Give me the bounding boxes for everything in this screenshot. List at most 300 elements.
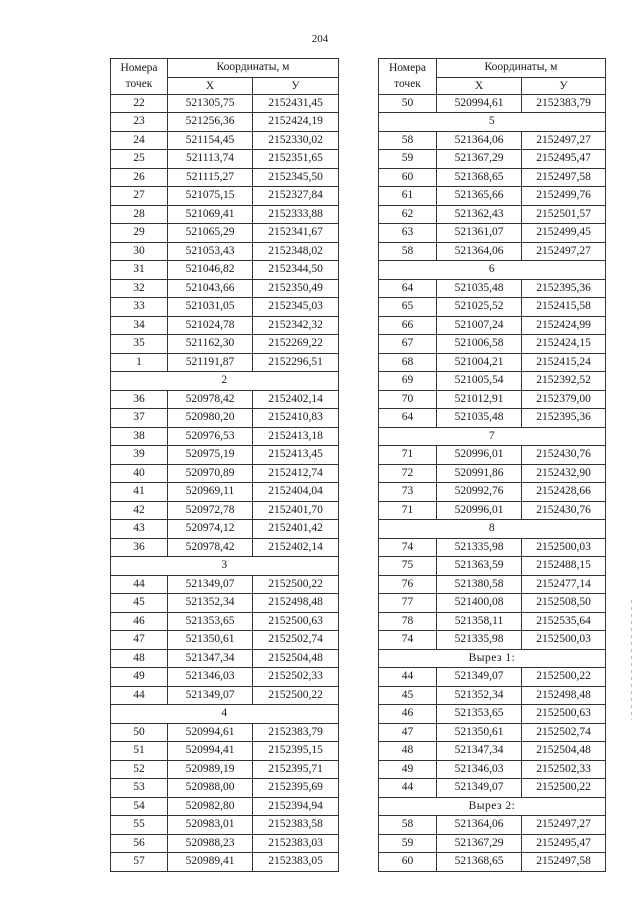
table-row [111,575,339,594]
table-row [111,187,339,206]
y-coordinate-cell: 2152488,15 [522,557,606,576]
y-coordinate-cell: 2152345,50 [253,168,339,187]
table-row [111,261,339,280]
x-coordinate-cell: 520969,11 [168,483,253,502]
x-coordinate-cell: 521046,82 [168,261,253,280]
y-coordinate-cell: 2152499,76 [522,187,606,206]
point-number-cell: 58 [379,816,437,835]
table-row [111,113,339,132]
section-row [379,113,606,132]
y-coordinate-cell: 2152402,14 [253,538,339,557]
y-coordinate-cell: 2152350,49 [253,279,339,298]
table-row [111,834,339,853]
points-header [379,59,437,95]
y-coordinate-cell: 2152395,36 [522,409,606,428]
point-number-cell: 56 [111,834,168,853]
page-number: 204 [311,33,329,45]
table-row [379,150,606,169]
table-row [379,668,606,687]
point-number-cell: 33 [111,298,168,317]
point-number-cell: 22 [111,94,168,113]
point-number-cell: 54 [111,797,168,816]
section-row [379,427,606,446]
table-row [379,409,606,428]
point-number-cell: 61 [379,187,437,206]
table-row [111,427,339,446]
y-coordinate-cell: 2152401,42 [253,520,339,539]
coords-header: Координаты, м [437,59,606,78]
table-row [111,649,339,668]
x-coordinate-cell: 521362,43 [437,205,522,224]
table-row [111,668,339,687]
y-coordinate-cell: 2152402,14 [253,390,339,409]
point-number-cell: 42 [111,501,168,520]
table-row [379,224,606,243]
y-coordinate-cell: 2152415,24 [522,353,606,372]
point-number-cell: 26 [111,168,168,187]
table-row [379,742,606,761]
point-number-cell: 35 [111,335,168,354]
point-number-cell: 64 [379,279,437,298]
point-number-cell: 50 [379,94,437,113]
table-row [111,686,339,705]
x-coordinate-cell: 521024,78 [168,316,253,335]
point-number-cell: 44 [111,575,168,594]
y-coordinate-cell: 2152497,27 [522,816,606,835]
section-row [379,520,606,539]
table-row [111,446,339,465]
x-header: X [168,77,253,94]
x-coordinate-cell: 521346,03 [437,760,522,779]
x-coordinate-cell: 521115,27 [168,168,253,187]
point-number-cell: 64 [379,409,437,428]
y-coordinate-cell: 2152424,19 [253,113,339,132]
x-coordinate-cell: 520994,41 [168,742,253,761]
point-number-cell: 78 [379,612,437,631]
y-coordinate-cell: 2152495,47 [522,150,606,169]
x-coordinate-cell: 521367,29 [437,834,522,853]
point-number-cell: 59 [379,150,437,169]
table-row [111,353,339,372]
y-coordinate-cell: 2152500,03 [522,631,606,650]
x-coordinate-cell: 521358,11 [437,612,522,631]
y-coordinate-cell: 2152341,67 [253,224,339,243]
table-row [111,631,339,650]
y-coordinate-cell: 2152412,74 [253,464,339,483]
point-number-cell: 71 [379,501,437,520]
y-coordinate-cell: 2152497,58 [522,853,606,872]
y-coordinate-cell: 2152395,15 [253,742,339,761]
x-coordinate-cell: 521335,98 [437,538,522,557]
table-row [111,242,339,261]
y-coordinate-cell: 2152504,48 [253,649,339,668]
table-row [379,464,606,483]
coordinates-table-left [110,58,339,872]
table-row [111,94,339,113]
x-coordinate-cell: 521363,59 [437,557,522,576]
x-coordinate-cell: 521031,05 [168,298,253,317]
x-coordinate-cell: 521380,58 [437,575,522,594]
section-label: 5 [379,113,606,132]
x-coordinate-cell: 521305,75 [168,94,253,113]
section-row [111,372,339,391]
y-coordinate-cell: 2152498,48 [522,686,606,705]
table-row [379,316,606,335]
x-coordinate-cell: 521007,24 [437,316,522,335]
x-coordinate-cell: 521346,03 [168,668,253,687]
point-number-cell: 74 [379,631,437,650]
table-row [379,723,606,742]
point-number-cell: 55 [111,816,168,835]
table-row [111,131,339,150]
y-coordinate-cell: 2152424,15 [522,335,606,354]
table-row [379,298,606,317]
table-row [111,168,339,187]
table-row [111,742,339,761]
y-coordinate-cell: 2152508,50 [522,594,606,613]
point-number-cell: 51 [111,742,168,761]
point-number-cell: 59 [379,834,437,853]
table-row [111,612,339,631]
y-coordinate-cell: 2152424,99 [522,316,606,335]
point-number-cell: 46 [111,612,168,631]
point-number-cell: 29 [111,224,168,243]
x-coordinate-cell: 521053,43 [168,242,253,261]
x-coordinate-cell: 521006,58 [437,335,522,354]
point-number-cell: 72 [379,464,437,483]
y-coordinate-cell: 2152500,22 [522,779,606,798]
x-coordinate-cell: 520980,20 [168,409,253,428]
x-coordinate-cell: 521368,65 [437,168,522,187]
table-row [111,723,339,742]
section-label: 6 [379,261,606,280]
y-coordinate-cell: 2152342,32 [253,316,339,335]
x-coordinate-cell: 521364,06 [437,242,522,261]
y-coordinate-cell: 2152348,02 [253,242,339,261]
x-coordinate-cell: 521025,52 [437,298,522,317]
x-coordinate-cell: 521004,21 [437,353,522,372]
table-row [379,390,606,409]
y-coordinate-cell: 2152495,47 [522,834,606,853]
x-coordinate-cell: 521154,45 [168,131,253,150]
section-row [379,649,606,668]
table-row [379,631,606,650]
y-coordinate-cell: 2152296,51 [253,353,339,372]
point-number-cell: 48 [379,742,437,761]
x-coordinate-cell: 521367,29 [437,150,522,169]
x-coordinate-cell: 521364,06 [437,816,522,835]
y-coordinate-cell: 2152383,79 [253,723,339,742]
table-row [111,409,339,428]
point-number-cell: 34 [111,316,168,335]
x-coordinate-cell: 521075,15 [168,187,253,206]
y-coordinate-cell: 2152392,52 [522,372,606,391]
section-row [111,705,339,724]
x-coordinate-cell: 521365,66 [437,187,522,206]
y-coordinate-cell: 2152500,22 [253,575,339,594]
point-number-cell: 60 [379,853,437,872]
table-row [379,335,606,354]
points-header [111,59,168,95]
x-coordinate-cell: 520974,12 [168,520,253,539]
point-number-cell: 38 [111,427,168,446]
table-row [379,131,606,150]
point-number-cell: 69 [379,372,437,391]
y-coordinate-cell: 2152502,74 [253,631,339,650]
point-number-cell: 75 [379,557,437,576]
table-row [379,612,606,631]
points-header-line2: точек [394,78,421,91]
x-coordinate-cell: 521191,87 [168,353,253,372]
x-coordinate-cell: 521353,65 [168,612,253,631]
table-row [379,705,606,724]
table-row [379,816,606,835]
table-row [111,150,339,169]
scan-margin-mark [631,600,632,720]
point-number-cell: 32 [111,279,168,298]
y-coordinate-cell: 2152395,69 [253,779,339,798]
y-coordinate-cell: 2152499,45 [522,224,606,243]
section-label: Вырез 2: [379,797,606,816]
y-coordinate-cell: 2152327,84 [253,187,339,206]
point-number-cell: 24 [111,131,168,150]
table-row [379,187,606,206]
point-number-cell: 63 [379,224,437,243]
y-coordinate-cell: 2152431,45 [253,94,339,113]
point-number-cell: 65 [379,298,437,317]
x-coordinate-cell: 521347,34 [437,742,522,761]
x-header: X [437,77,522,94]
x-coordinate-cell: 521035,48 [437,279,522,298]
y-coordinate-cell: 2152345,03 [253,298,339,317]
x-coordinate-cell: 520976,53 [168,427,253,446]
y-coordinate-cell: 2152502,74 [522,723,606,742]
point-number-cell: 25 [111,150,168,169]
table-row [379,205,606,224]
table-row [111,335,339,354]
y-coordinate-cell: 2152500,63 [253,612,339,631]
y-coordinate-cell: 2152415,58 [522,298,606,317]
x-coordinate-cell: 520978,42 [168,538,253,557]
y-coordinate-cell: 2152497,58 [522,168,606,187]
y-coordinate-cell: 2152383,58 [253,816,339,835]
table-row [111,520,339,539]
y-coordinate-cell: 2152330,02 [253,131,339,150]
point-number-cell: 27 [111,187,168,206]
x-coordinate-cell: 520992,76 [437,483,522,502]
section-label: 2 [111,372,339,391]
x-coordinate-cell: 520983,01 [168,816,253,835]
point-number-cell: 47 [379,723,437,742]
point-number-cell: 62 [379,205,437,224]
y-coordinate-cell: 2152500,22 [522,668,606,687]
x-coordinate-cell: 521350,61 [168,631,253,650]
table-row [379,372,606,391]
y-coordinate-cell: 2152395,36 [522,279,606,298]
x-coordinate-cell: 521352,34 [437,686,522,705]
y-coordinate-cell: 2152404,04 [253,483,339,502]
point-number-cell: 67 [379,335,437,354]
table-row [379,779,606,798]
y-coordinate-cell: 2152477,14 [522,575,606,594]
section-label: 7 [379,427,606,446]
table-row [111,483,339,502]
coordinates-table-right [378,58,606,872]
x-coordinate-cell: 521012,91 [437,390,522,409]
point-number-cell: 76 [379,575,437,594]
table-row [379,575,606,594]
table-row [111,205,339,224]
y-coordinate-cell: 2152500,22 [253,686,339,705]
y-coordinate-cell: 2152395,71 [253,760,339,779]
y-coordinate-cell: 2152401,70 [253,501,339,520]
point-number-cell: 73 [379,483,437,502]
x-coordinate-cell: 521364,06 [437,131,522,150]
point-number-cell: 1 [111,353,168,372]
x-coordinate-cell: 520978,42 [168,390,253,409]
point-number-cell: 41 [111,483,168,502]
point-number-cell: 49 [111,668,168,687]
point-number-cell: 58 [379,131,437,150]
y-coordinate-cell: 2152500,63 [522,705,606,724]
point-number-cell: 71 [379,446,437,465]
x-coordinate-cell: 520991,86 [437,464,522,483]
x-coordinate-cell: 521349,07 [437,668,522,687]
table-row [379,538,606,557]
x-coordinate-cell: 521162,30 [168,335,253,354]
point-number-cell: 48 [111,649,168,668]
point-number-cell: 52 [111,760,168,779]
y-coordinate-cell: 2152383,03 [253,834,339,853]
section-label: 4 [111,705,339,724]
table-row [379,501,606,520]
table-row [379,594,606,613]
y-coordinate-cell: 2152410,83 [253,409,339,428]
point-number-cell: 60 [379,168,437,187]
table-row [379,557,606,576]
section-row [111,557,339,576]
x-coordinate-cell: 521043,66 [168,279,253,298]
y-coordinate-cell: 2152413,45 [253,446,339,465]
table-row [379,279,606,298]
table-row [111,760,339,779]
x-coordinate-cell: 521350,61 [437,723,522,742]
table-row [111,779,339,798]
y-coordinate-cell: 2152269,22 [253,335,339,354]
y-header: У [522,77,606,94]
point-number-cell: 68 [379,353,437,372]
table-row [379,242,606,261]
point-number-cell: 31 [111,261,168,280]
table-row [111,501,339,520]
y-coordinate-cell: 2152502,33 [253,668,339,687]
section-row [379,797,606,816]
point-number-cell: 45 [111,594,168,613]
x-coordinate-cell: 521400,08 [437,594,522,613]
x-coordinate-cell: 521347,34 [168,649,253,668]
table-row [111,316,339,335]
table-row [111,538,339,557]
table-row [379,760,606,779]
point-number-cell: 53 [111,779,168,798]
table-row [379,834,606,853]
points-header-line1: Номера [388,62,427,75]
table-row [111,594,339,613]
point-number-cell: 43 [111,520,168,539]
right-table-body [379,94,606,871]
x-coordinate-cell: 521349,07 [437,779,522,798]
section-label: 8 [379,520,606,539]
point-number-cell: 58 [379,242,437,261]
points-header-line2: точек [125,78,153,91]
y-header: У [253,77,339,94]
section-label: 3 [111,557,339,576]
points-header-line1: Номера [120,62,158,75]
x-coordinate-cell: 520970,89 [168,464,253,483]
table-row [111,390,339,409]
x-coordinate-cell: 521353,65 [437,705,522,724]
y-coordinate-cell: 2152535,64 [522,612,606,631]
point-number-cell: 57 [111,853,168,872]
y-coordinate-cell: 2152333,88 [253,205,339,224]
point-number-cell: 40 [111,464,168,483]
y-coordinate-cell: 2152432,90 [522,464,606,483]
left-table-body [111,94,339,871]
x-coordinate-cell: 521349,07 [168,575,253,594]
y-coordinate-cell: 2152497,27 [522,131,606,150]
x-coordinate-cell: 520988,00 [168,779,253,798]
table-row [111,279,339,298]
x-coordinate-cell: 521113,74 [168,150,253,169]
x-coordinate-cell: 521368,65 [437,853,522,872]
x-coordinate-cell: 520989,19 [168,760,253,779]
point-number-cell: 36 [111,538,168,557]
x-coordinate-cell: 520988,23 [168,834,253,853]
x-coordinate-cell: 520994,61 [168,723,253,742]
x-coordinate-cell: 521069,41 [168,205,253,224]
y-coordinate-cell: 2152379,00 [522,390,606,409]
y-coordinate-cell: 2152497,27 [522,242,606,261]
x-coordinate-cell: 520972,78 [168,501,253,520]
y-coordinate-cell: 2152428,66 [522,483,606,502]
x-coordinate-cell: 521005,54 [437,372,522,391]
x-coordinate-cell: 521349,07 [168,686,253,705]
y-coordinate-cell: 2152430,76 [522,446,606,465]
x-coordinate-cell: 520996,01 [437,501,522,520]
y-coordinate-cell: 2152498,48 [253,594,339,613]
y-coordinate-cell: 2152383,05 [253,853,339,872]
y-coordinate-cell: 2152502,33 [522,760,606,779]
point-number-cell: 44 [379,779,437,798]
table-row [379,94,606,113]
table-row [111,797,339,816]
point-number-cell: 30 [111,242,168,261]
y-coordinate-cell: 2152394,94 [253,797,339,816]
point-number-cell: 37 [111,409,168,428]
x-coordinate-cell: 521352,34 [168,594,253,613]
point-number-cell: 47 [111,631,168,650]
table-row [111,816,339,835]
y-coordinate-cell: 2152500,03 [522,538,606,557]
table-row [111,464,339,483]
section-label: Вырез 1: [379,649,606,668]
x-coordinate-cell: 520994,61 [437,94,522,113]
point-number-cell: 23 [111,113,168,132]
x-coordinate-cell: 521256,36 [168,113,253,132]
x-coordinate-cell: 521335,98 [437,631,522,650]
point-number-cell: 45 [379,686,437,705]
table-row [379,686,606,705]
